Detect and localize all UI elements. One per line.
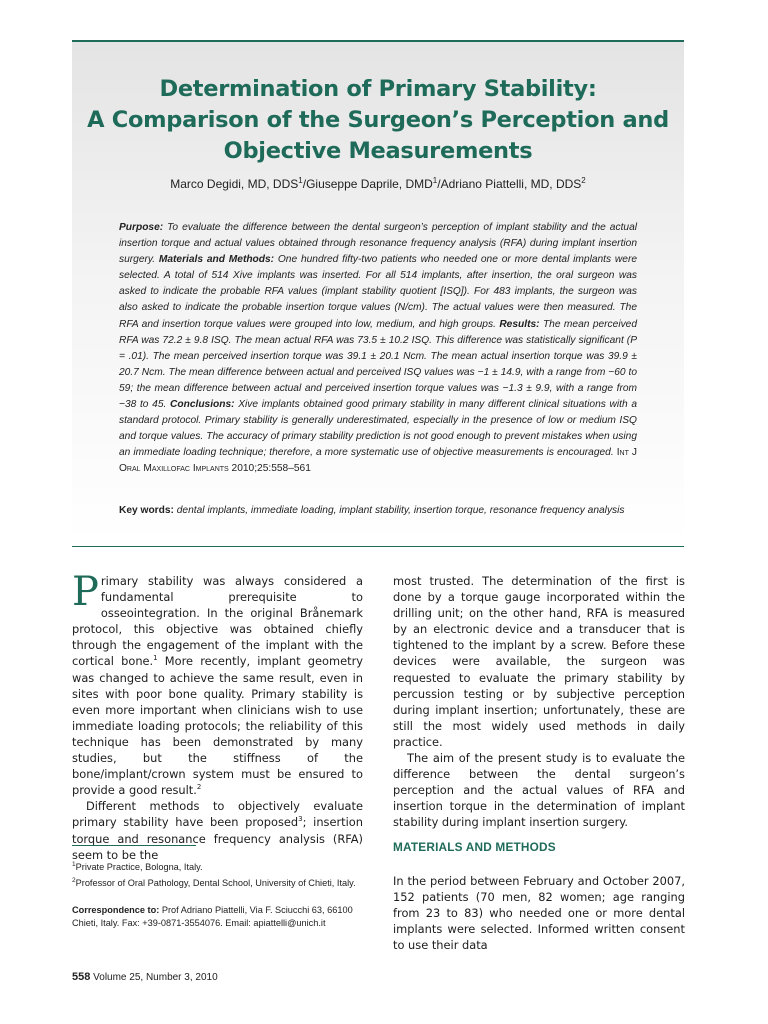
body-column-right-continued: [393, 873, 685, 953]
footnote-text: Professor of Oral Pathology, Dental School, University of Chieti, Italy.: [75, 878, 356, 889]
body-text: ; insertion torque and resonance frequency analysis (RFA) seem to be the: [72, 815, 363, 862]
footnotes: [72, 858, 372, 930]
citation-marker: 3: [298, 815, 303, 824]
author-name: Giuseppe Daprile, DMD: [306, 177, 433, 191]
author-name: Marco Degidi, MD, DDS: [170, 177, 299, 191]
author-affiliation: 2: [581, 176, 586, 185]
body-column-right: [393, 573, 685, 831]
author-affiliation: 1: [298, 176, 303, 185]
title-line-3: Objective Measurements: [223, 138, 533, 164]
article-title: [80, 74, 676, 167]
correspondence: [72, 904, 372, 930]
body-paragraph: most trusted. The determination of the first is done by a torque gauge incorporated within the drilling unit; on the other hand, RFA is measured by an electronic device and a transducer that is tightened to the implant by a screw. Before these devices were available, the surgeon was requested to evaluate the primary stability by percussion testing or by subjective perception during implant insertion; unfortunately, these are still the most widely used methods in daily practice.: [393, 574, 685, 749]
author-list: [80, 176, 676, 191]
body-paragraph: [72, 569, 363, 798]
abstract-purpose-label: Purpose:: [119, 222, 164, 233]
body-column-left: [72, 569, 363, 863]
body-text: More recently, implant geometry was changed to achieve the same result, even in sites with poor bone quality. Primary stability is even more important when clinicians wish to use immediate loading protocols; the reliability of this technique has been demonstrated by many studies, but the stiffness of the bone/implant/crown system must be ensured to provide a good result.: [72, 654, 363, 798]
page-footer: [72, 971, 218, 983]
body-paragraph: The aim of the present study is to evaluate the difference between the dental surgeon’s perception and the actual values of RFA and insertion torque in the determination of implant stability during implant insertion surgery.: [393, 751, 685, 830]
body-paragraph: [72, 798, 363, 862]
abstract-methods: One hundred fifty-two patients who needed one or more dental implants were selected. A total of 514 Xive implants was inserted. For all 514 implants, after insertion, the oral surgeon was asked to indicate the probable RFA values (implant stability quotient [ISQ]). For 483 implants, the surgeon was also asked to indicate the probable insertion torque values (N/cm). The actual values were then measured. The RFA and insertion torque values were grouped into low, medium, and high groups.: [119, 254, 638, 330]
abstract-methods-label: Materials and Methods:: [158, 254, 275, 266]
citation-marker: 1: [153, 654, 158, 663]
citation-ref: 2010;25:558–561: [228, 463, 311, 475]
keywords-text: dental implants, immediate loading, implant stability, insertion torque, resonance frequency analysis: [173, 505, 625, 516]
abstract-conclusions-label: Conclusions:: [170, 399, 235, 411]
citation-journal: Int J Oral Maxillofac Implants: [119, 447, 637, 475]
citation-marker: 2: [196, 783, 202, 792]
abstract-results-label: Results:: [499, 318, 540, 330]
footnote-rule: [72, 845, 196, 846]
body-text: rimary stability was always considered a fundamental prerequisite to osseointegration. In the original Brånemark protocol, this objective was obtained chiefly through the engagement of the implant with the cortical bone.: [72, 574, 363, 669]
footnote-2: [72, 874, 372, 890]
keywords-label: Key words:: [119, 505, 174, 516]
author-affiliation: 1: [432, 176, 438, 185]
keywords: [119, 503, 649, 519]
author-separator: /: [302, 177, 307, 191]
volume-info: Volume 25, Number 3, 2010: [90, 972, 218, 983]
correspondence-label: Correspondence to:: [72, 905, 160, 916]
author-separator: /: [437, 177, 441, 191]
abstract: [119, 220, 637, 478]
body-paragraph: In the period between February and October 2007, 152 patients (70 men, 82 women; age ranging from 23 to 83) who needed one or more dental implants were selected. Informed written consent to use their data: [393, 874, 685, 953]
title-line-2: A Comparison of the Surgeon’s Perception and: [87, 107, 669, 133]
correspondence-text: Prof Adriano Piattelli, Via F. Sciucchi 63, 66100 Chieti, Italy. Fax: +39-0871-3554076. Email: apiattelli@unich.it: [72, 905, 353, 929]
page-number: 558: [72, 971, 91, 983]
footnote-1: [72, 858, 372, 874]
body-text: Different methods to objectively evaluate primary stability have been proposed: [72, 799, 363, 830]
title-line-1: Determination of Primary Stability:: [159, 76, 597, 102]
footnote-marker: 1: [72, 861, 76, 868]
footnote-text: Private Practice, Bologna, Italy.: [75, 862, 203, 873]
footnote-marker: 2: [72, 877, 76, 885]
abstract-conclusions: Xive implants obtained good primary stability in many different clinical situations with a standard protocol. Primary stability is generally underestimated, especially in the presence of low or medium ISQ and torque values. The accuracy of primary stability prediction is not good enough to prevent mistakes when using an immediate loading technique; therefore, a more systematic use of objective measurements is encouraged.: [119, 399, 637, 459]
abstract-purpose: To evaluate the difference between the dental surgeon’s perception of implant stability and the actual insertion torque and actual values obtained through resonance frequency analysis (RFA) during implant insertion surgery.: [119, 222, 637, 266]
drop-cap: P: [72, 569, 99, 615]
author-name: Adriano Piattelli, MD, DDS: [440, 177, 582, 191]
section-rule: [72, 546, 684, 547]
section-heading: MATERIALS AND METHODS: [393, 840, 556, 854]
abstract-results: The mean perceived RFA was 72.2 ± 9.8 ISQ. The mean actual RFA was 73.5 ± 10.2 ISQ. This difference was statistically significant (P = .01). The mean perceived insertion torque was 39.1 ± 20.1 Ncm. The mean actual insertion torque was 39.9 ± 20.7 Ncm. The mean difference between actual and perceived ISQ values was −1 ± 14.9, with a range from −60 to 59; the mean difference between actual and perceived insertion torque values was −1.3 ± 9.9, with a range from −38 to 45.: [119, 318, 638, 411]
